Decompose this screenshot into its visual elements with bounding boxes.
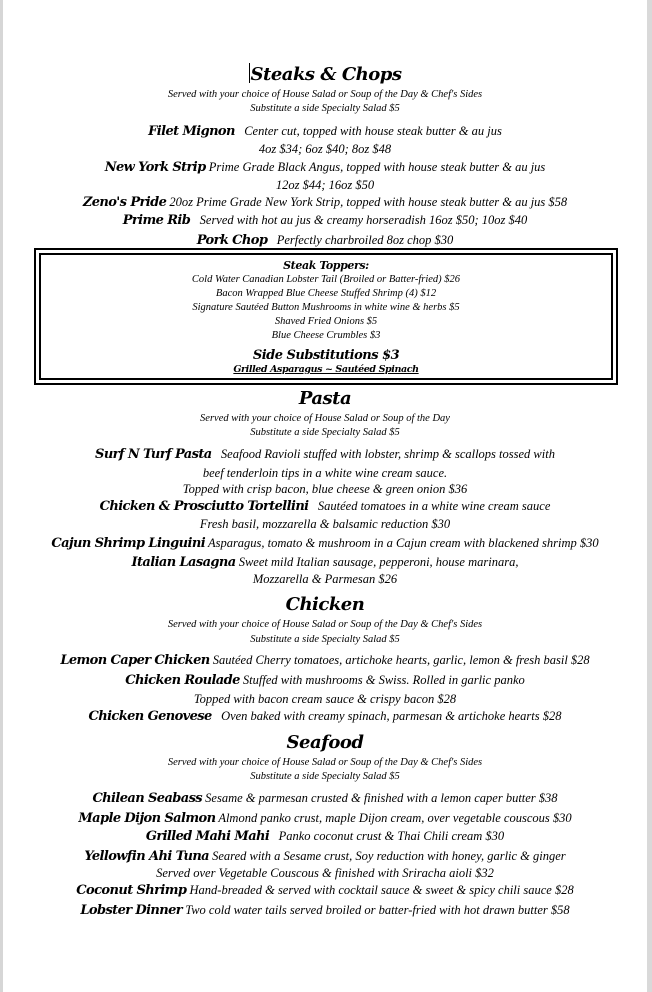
item-name: Lemon Caper Chicken [60,653,210,668]
steaks-title-text: Steaks & Chops [250,64,402,85]
steaks-note-1: Served with your choice of House Salad or Soup of the Day & Chef's Sides [167,89,483,100]
item-desc: Center cut, topped with house steak butter & au jus [244,124,502,138]
item-desc: Sautéed Cherry tomatoes, artichoke hearts, garlic, lemon & fresh basil $28 [212,653,590,667]
menu-item-maple-dijon-salmon [3,809,647,829]
item-name: Grilled Mahi Mahi [145,829,270,844]
text-cursor [249,63,250,83]
item-desc-cont: Mozzarella & Parmesan $26 [252,572,398,586]
side-substitutions-title: Side Substitutions $3 [252,348,400,363]
pasta-note-1: Served with your choice of House Salad or Soup of the Day [200,413,450,424]
item-name: Zeno's Pride [82,195,167,210]
item-name: Chicken Roulade [125,673,240,688]
item-desc: Asparagus, tomato & mushroom in a Cajun cream with blackened shrimp $30 [207,536,599,550]
item-name: New York Strip [104,160,206,175]
menu-item-coconut-shrimp [3,881,647,901]
item-desc: Stuffed with mushrooms & Swiss. Rolled in garlic panko [242,673,525,687]
menu-item-grilled-mahi-mahi [3,827,647,847]
item-price: 12oz $44; 16oz $50 [275,178,375,192]
item-desc: Seared with a Sesame crust, Soy reduction with honey, garlic & ginger [212,849,566,863]
item-desc: Oven baked with creamy spinach, parmesan & artichoke hearts $28 [221,709,562,723]
item-desc-cont: Served over Vegetable Couscous & finished with Sriracha aioli $32 [156,866,494,880]
menu-item-chilean-seabass [3,789,647,809]
section-title-chicken: Chicken [285,594,365,615]
menu-item-prime-rib [3,211,647,231]
topper-item: Cold Water Canadian Lobster Tail (Broiled or Batter-fried) $26 [191,274,461,285]
steak-toppers-inner [39,253,613,380]
item-desc: Seafood Ravioli stuffed with lobster, shrimp & scallops tossed with [220,447,555,461]
item-desc-cont: Topped with bacon cream sauce & crispy bacon $28 [193,692,457,706]
menu-item-yellowfin-ahi-tuna [3,847,647,867]
item-name: Prime Rib [122,213,191,228]
menu-item-new-york-strip [3,158,647,178]
item-desc: Prime Grade Black Angus, topped with house steak butter & au jus [208,160,546,174]
section-title-steaks [3,63,647,86]
menu-item-filet-mignon [3,122,647,142]
item-desc: Two cold water tails served broiled or batter-fried with hot drawn butter $58 [185,903,570,917]
item-name: Yellowfin Ahi Tuna [84,849,209,864]
menu-item-cajun-shrimp-linguini [3,534,647,554]
menu-item-surf-n-turf-pasta [3,445,647,465]
page-gutter [647,0,652,992]
topper-item: Signature Sautéed Button Mushrooms in white wine & herbs $5 [192,302,460,313]
side-substitutions-list: Grilled Asparagus ~ Sautéed Spinach [233,364,419,375]
item-desc: Sesame & parmesan crusted & finished with a lemon caper butter $38 [205,791,558,805]
chicken-note-1: Served with your choice of House Salad or Soup of the Day & Chef's Sides [167,619,483,630]
item-name: Maple Dijon Salmon [78,811,216,826]
topper-item: Blue Cheese Crumbles $3 [271,330,381,341]
menu-item-italian-lasagna [3,553,647,573]
item-name: Coconut Shrimp [76,883,187,898]
chicken-note-2: Substitute a side Specialty Salad $5 [250,634,400,645]
item-desc: Sweet mild Italian sausage, pepperoni, house marinara, [238,555,519,569]
toppers-title: Steak Toppers: [283,259,369,272]
item-name: Surf N Turf Pasta [95,447,212,462]
menu-page [3,0,647,992]
steak-toppers-box [34,248,618,385]
item-name: Italian Lasagna [131,555,236,570]
item-name: Chicken Genovese [88,709,212,724]
item-desc-cont: Topped with crisp bacon, blue cheese & green onion $36 [182,482,468,496]
item-desc: Hand-breaded & served with cocktail sauce & sweet & spicy chili sauce $28 [189,883,574,897]
menu-item-chicken-prosciutto-tortellini [3,497,647,517]
item-desc: Panko coconut crust & Thai Chili cream $30 [278,829,505,843]
item-price: 4oz $34; 6oz $40; 8oz $48 [258,142,392,156]
item-name: Chilean Seabass [92,791,203,806]
menu-item-chicken-genovese [3,707,647,727]
topper-item: Shaved Fried Onions $5 [274,316,378,327]
item-name: Chicken & Prosciutto Tortellini [99,499,309,514]
item-desc-cont: beef tenderloin tips in a white wine cream sauce. [202,466,448,480]
menu-item-zenos-pride [3,193,647,213]
menu-item-chicken-roulade [3,671,647,691]
menu-item-lemon-caper-chicken [3,651,647,671]
item-desc-cont: Fresh basil, mozzarella & balsamic reduction $30 [199,517,451,531]
section-title-pasta: Pasta [298,388,352,409]
item-desc: Sautéed tomatoes in a white wine cream sauce [317,499,551,513]
menu-item-lobster-dinner [3,901,647,921]
topper-item: Bacon Wrapped Blue Cheese Stuffed Shrimp (4) $12 [215,288,437,299]
item-desc: 20oz Prime Grade New York Strip, topped with house steak butter & au jus $58 [169,195,568,209]
item-desc: Perfectly charbroiled 8oz chop $30 [276,233,454,247]
item-name: Pork Chop [196,233,268,248]
pasta-note-2: Substitute a side Specialty Salad $5 [250,427,400,438]
item-name: Filet Mignon [148,124,235,139]
seafood-note-2: Substitute a side Specialty Salad $5 [250,771,400,782]
item-name: Lobster Dinner [80,903,183,918]
section-title-seafood: Seafood [286,732,364,753]
item-name: Cajun Shrimp Linguini [51,536,206,551]
seafood-note-1: Served with your choice of House Salad or Soup of the Day & Chef's Sides [167,757,483,768]
steaks-note-2: Substitute a side Specialty Salad $5 [250,103,400,114]
item-desc: Served with hot au jus & creamy horseradish 16oz $50; 10oz $40 [199,213,528,227]
item-desc: Almond panko crust, maple Dijon cream, over vegetable couscous $30 [218,811,572,825]
